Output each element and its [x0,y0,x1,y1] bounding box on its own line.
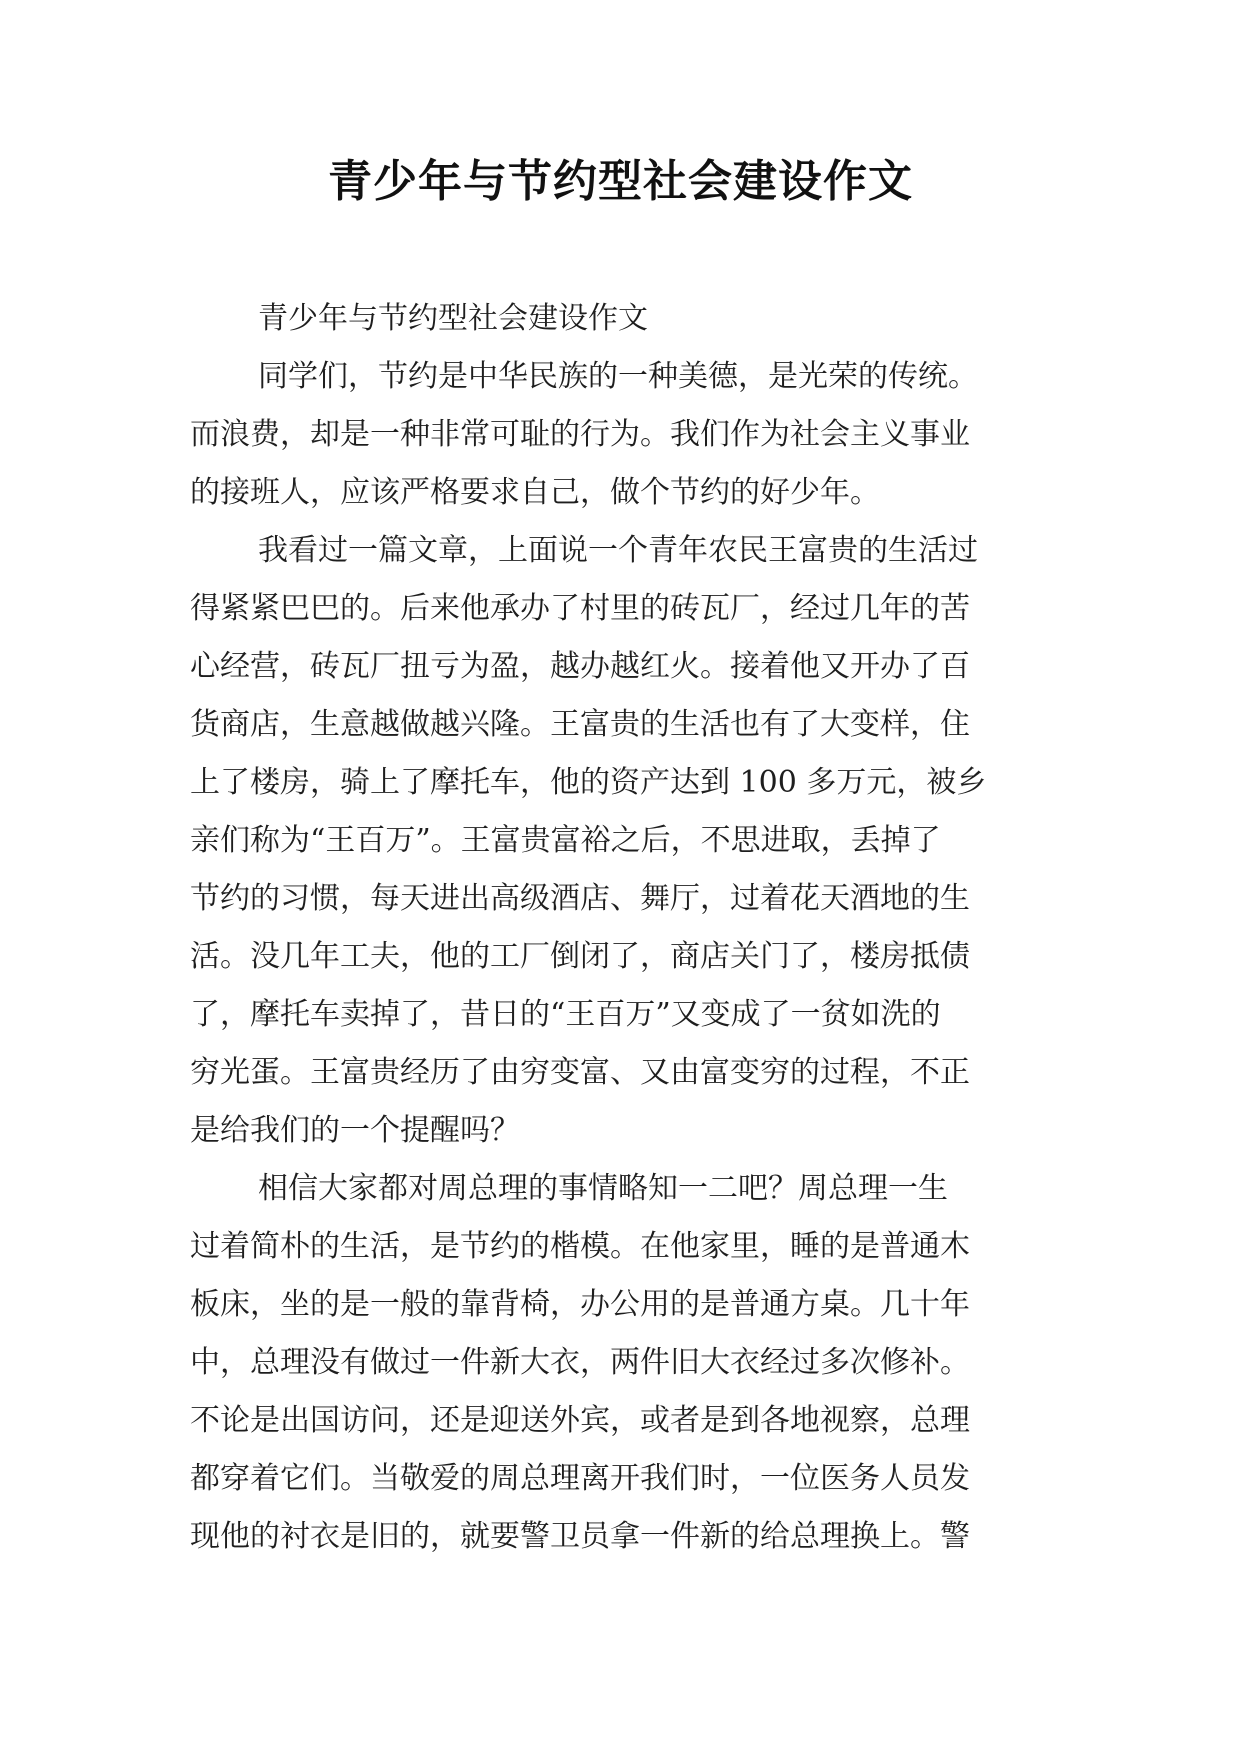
paragraph-line: 中，总理没有做过一件新大衣，两件旧大衣经过多次修补。 [190,1345,970,1380]
paragraph-line: 的接班人，应该严格要求自己，做个节约的好少年。 [190,475,880,510]
paragraph-line: 我看过一篇文章，上面说一个青年农民王富贵的生活过 [258,533,978,568]
paragraph-line: 穷光蛋。王富贵经历了由穷变富、又由富变穷的过程，不正 [190,1055,970,1090]
paragraph-line: 得紧紧巴巴的。后来他承办了村里的砖瓦厂，经过几年的苦 [190,591,970,626]
paragraph-line: 不论是出国访问，还是迎送外宾，或者是到各地视察，总理 [190,1403,970,1438]
paragraph-line: 上了楼房，骑上了摩托车，他的资产达到 100 多万元，被乡 [190,765,987,800]
paragraph-line: 板床，坐的是一般的靠背椅，办公用的是普通方桌。几十年 [190,1287,970,1322]
document-title: 青少年与节约型社会建设作文 [328,156,913,207]
paragraph-line: 亲们称为“王百万”。王富贵富裕之后，不思进取，丢掉了 [190,823,941,858]
paragraph-line: 过着简朴的生活，是节约的楷模。在他家里，睡的是普通木 [190,1229,970,1264]
paragraph-line: 是给我们的一个提醒吗？ [190,1113,520,1148]
paragraph-line: 同学们，节约是中华民族的一种美德，是光荣的传统。 [258,359,978,394]
paragraph-line: 了，摩托车卖掉了，昔日的“王百万”又变成了一贫如洗的 [190,997,941,1032]
paragraph-line: 活。没几年工夫，他的工厂倒闭了，商店关门了，楼房抵债 [190,939,970,974]
paragraph-line: 都穿着它们。当敬爱的周总理离开我们时，一位医务人员发 [190,1461,970,1496]
document-body [190,290,1065,1566]
paragraph-line: 现他的衬衣是旧的，就要警卫员拿一件新的给总理换上。警 [190,1519,970,1554]
paragraph-line: 心经营，砖瓦厂扭亏为盈，越办越红火。接着他又开办了百 [190,649,970,684]
paragraph-line: 而浪费，却是一种非常可耻的行为。我们作为社会主义事业 [190,417,970,452]
paragraph-line: 青少年与节约型社会建设作文 [258,301,648,336]
paragraph-line: 节约的习惯，每天进出高级酒店、舞厅，过着花天酒地的生 [190,881,970,916]
paragraph-line: 相信大家都对周总理的事情略知一二吧？周总理一生 [258,1171,948,1206]
paragraph-line: 货商店，生意越做越兴隆。王富贵的生活也有了大变样，住 [190,707,970,742]
